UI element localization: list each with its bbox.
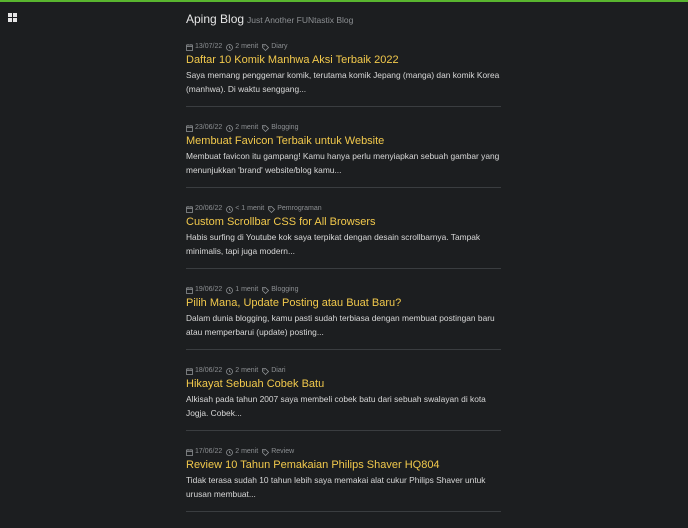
- post-list: [186, 42, 501, 528]
- clock-icon: [226, 125, 233, 132]
- post-reading-time-text: < 1 menit: [235, 205, 265, 212]
- category-link[interactable]: Blogging: [271, 124, 299, 131]
- clock-icon: [226, 206, 233, 213]
- calendar-icon: [186, 44, 193, 51]
- tag-icon: [262, 368, 269, 375]
- post-item: [186, 447, 501, 512]
- calendar-icon: [186, 287, 193, 294]
- post-date-text: 18/06/22: [195, 367, 223, 374]
- post-excerpt: Membuat favicon itu gampang! Kamu hanya perlu menyiapkan sebuah gambar yang menunjukkan 'brand' website/blog kamu...: [186, 151, 500, 175]
- post-date: [186, 204, 222, 214]
- calendar-icon: [186, 368, 193, 375]
- post-item: [186, 285, 501, 350]
- post-reading-time-text: 1 menit: [235, 286, 259, 293]
- post-item: [186, 42, 501, 107]
- calendar-icon: [186, 206, 193, 213]
- post-reading-time: [226, 285, 258, 295]
- post-category: [262, 285, 298, 295]
- post-reading-time: [226, 204, 264, 214]
- post-date-text: 13/07/22: [195, 43, 223, 50]
- post-category: [262, 366, 285, 376]
- post-reading-time: [226, 447, 258, 457]
- clock-icon: [226, 449, 233, 456]
- post-item: [186, 123, 501, 188]
- post-item: [186, 204, 501, 269]
- category-link[interactable]: Pemrograman: [277, 205, 322, 212]
- category-link[interactable]: Diary: [271, 43, 288, 50]
- post-excerpt: Habis surfing di Youtube kok saya terpikat dengan desain scrollbarnya. Tampak minimalis, tapi juga modern...: [186, 232, 481, 256]
- post-date-text: 23/06/22: [195, 124, 223, 131]
- post-reading-time-text: 2 menit: [235, 448, 259, 455]
- post-reading-time: [226, 123, 258, 133]
- post-date-text: 19/06/22: [195, 286, 223, 293]
- site-title[interactable]: Aping Blog: [186, 12, 245, 26]
- post-category: [262, 42, 287, 52]
- post-meta: [186, 447, 501, 457]
- post-category: [268, 204, 321, 214]
- post-date: [186, 123, 222, 133]
- tag-icon: [268, 206, 275, 213]
- post-title-link[interactable]: Daftar 10 Komik Manhwa Aksi Terbaik 2022: [186, 54, 399, 66]
- tag-icon: [262, 449, 269, 456]
- post-meta: [186, 123, 501, 133]
- post-date: [186, 285, 222, 295]
- clock-icon: [226, 287, 233, 294]
- post-item: [186, 366, 501, 431]
- category-link[interactable]: Review: [271, 448, 295, 455]
- post-title-link[interactable]: Custom Scrollbar CSS for All Browsers: [186, 216, 376, 228]
- tag-icon: [262, 287, 269, 294]
- site-header: [186, 10, 353, 28]
- post-reading-time-text: 2 menit: [235, 43, 259, 50]
- calendar-icon: [186, 449, 193, 456]
- post-excerpt: Alkisah pada tahun 2007 saya membeli cobek batu dari sebuah swalayan di kota Jogja. Cobek...: [186, 394, 486, 418]
- calendar-icon: [186, 125, 193, 132]
- post-category: [262, 123, 298, 133]
- post-meta: [186, 204, 501, 214]
- category-link[interactable]: Diari: [271, 367, 286, 374]
- tag-icon: [262, 125, 269, 132]
- post-excerpt: Saya memang penggemar komik, terutama komik Jepang (manga) dan komik Korea (manhwa). Di waktu senggang...: [186, 70, 500, 94]
- post-title-link[interactable]: Hikayat Sebuah Cobek Batu: [186, 378, 325, 390]
- grid-icon[interactable]: [8, 13, 17, 22]
- post-meta: [186, 42, 501, 52]
- post-reading-time: [226, 366, 258, 376]
- clock-icon: [226, 44, 233, 51]
- category-link[interactable]: Blogging: [271, 286, 299, 293]
- post-excerpt: Tidak terasa sudah 10 tahun lebih saya memakai alat cukur Philips Shaver untuk urusan membuat...: [186, 475, 486, 499]
- site-tagline: Just Another FUNtastix Blog: [247, 15, 354, 25]
- top-accent-bar: [0, 0, 688, 2]
- post-title-link[interactable]: Pilih Mana, Update Posting atau Buat Baru?: [186, 297, 402, 309]
- post-category: [262, 447, 294, 457]
- post-reading-time-text: 2 menit: [235, 124, 259, 131]
- post-meta: [186, 285, 501, 295]
- post-title-link[interactable]: Review 10 Tahun Pemakaian Philips Shaver HQ804: [186, 459, 440, 471]
- post-title-link[interactable]: Membuat Favicon Terbaik untuk Website: [186, 135, 385, 147]
- post-excerpt: Dalam dunia blogging, kamu pasti sudah terbiasa dengan membuat postingan baru atau memperbarui (update) posting...: [186, 313, 495, 337]
- clock-icon: [226, 368, 233, 375]
- post-reading-time-text: 2 menit: [235, 367, 259, 374]
- post-reading-time: [226, 42, 258, 52]
- post-date: [186, 366, 222, 376]
- post-date-text: 17/06/22: [195, 448, 223, 455]
- post-date-text: 20/06/22: [195, 205, 223, 212]
- tag-icon: [262, 44, 269, 51]
- post-date: [186, 447, 222, 457]
- post-meta: [186, 366, 501, 376]
- post-date: [186, 42, 222, 52]
